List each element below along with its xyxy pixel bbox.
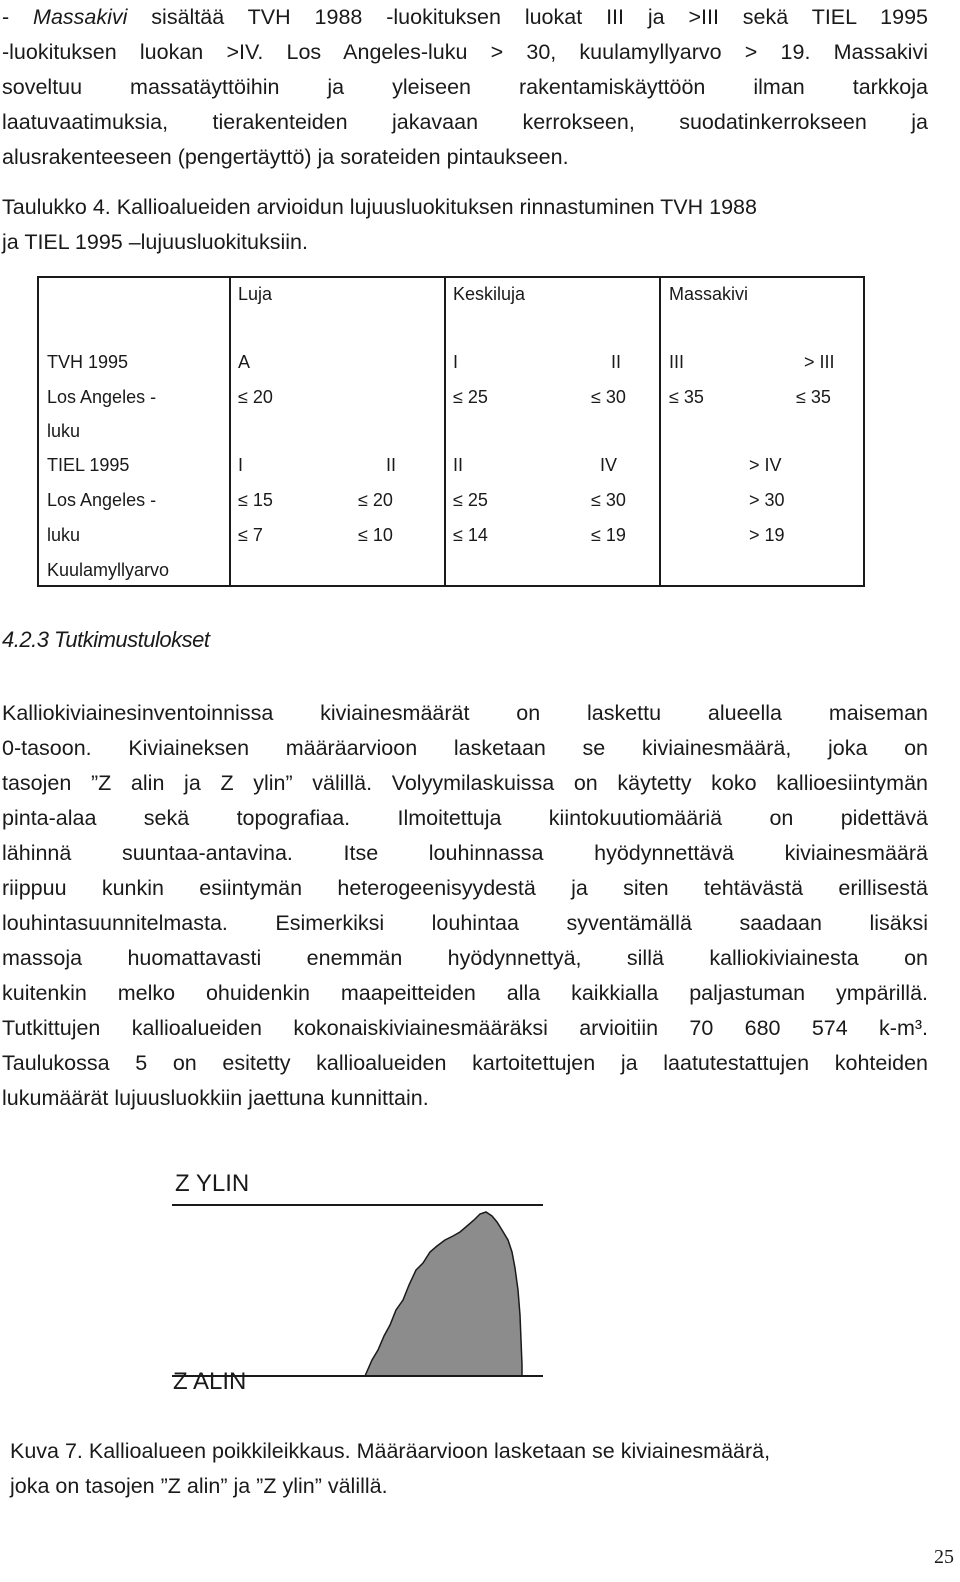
section-heading: 4.2.3 Tutkimustulokset (2, 627, 210, 652)
table-cell: > 30 (749, 490, 785, 510)
table-caption (2, 190, 928, 260)
table-divider (659, 278, 661, 585)
table-caption-line: ja TIEL 1995 –lujuusluokituksiin. (2, 230, 308, 254)
table-cell: IV (600, 455, 618, 475)
rock-cross-section-figure (160, 1160, 560, 1420)
row-label: Kuulamyllyarvo (47, 560, 170, 580)
table-cell: > IV (749, 455, 782, 475)
rock-outcrop-shape (365, 1212, 522, 1376)
row-label: TVH 1995 (47, 352, 129, 372)
table-cell: ≤ 25 (453, 387, 488, 407)
table-cell: ≤ 20 (358, 490, 393, 510)
results-line: Kalliokiviainesinventoinnissa kiviainesmäärät on laskettu alueella maiseman (2, 701, 928, 725)
table-cell: ≤ 35 (796, 387, 831, 407)
figure-caption (10, 1434, 930, 1504)
table-cell: I (238, 455, 244, 475)
z-ylin-label: Z YLIN (175, 1170, 250, 1197)
table-cell: ≤ 10 (358, 525, 393, 545)
results-line: lukumäärät lujuusluokkiin jaettuna kunnittain. (2, 1086, 429, 1110)
row-label: Los Angeles - (47, 490, 157, 510)
table-cell: II (386, 455, 397, 475)
table-cell: II (453, 455, 464, 475)
results-line: louhintasuunnitelmasta. Esimerkiksi louhintaa syventämällä saadaan lisäksi (2, 911, 928, 935)
results-line: massoja huomattavasti enemmän hyödynnettyä, sillä kalliokiviainesta on (2, 946, 928, 970)
table-cell: I (453, 352, 459, 372)
table-cell: ≤ 20 (238, 387, 273, 407)
intro-line: - Massakivi sisältää TVH 1988 -luokituksen luokat III ja >III sekä TIEL 1995 (2, 5, 928, 29)
table-cell: ≤ 35 (669, 387, 704, 407)
table-cell: III (669, 352, 685, 372)
intro-line: alusrakenteeseen (pengertäyttö) ja sorateiden pintaukseen. (2, 145, 569, 169)
table-cell: II (611, 352, 622, 372)
table-cell: ≤ 30 (591, 387, 626, 407)
results-line: Tutkittujen kallioalueiden kokonaiskiviainesmääräksi arvioitiin 70 680 574 k-m³. (2, 1016, 928, 1040)
row-label: TIEL 1995 (47, 455, 130, 475)
table-cell: ≤ 25 (453, 490, 488, 510)
results-paragraph (2, 696, 928, 1116)
table-cell: > 19 (749, 525, 785, 545)
intro-line: -luokituksen luokan >IV. Los Angeles-luku > 30, kuulamyllyarvo > 19. Massakivi (2, 40, 928, 64)
results-line: pinta-alaa sekä topografiaa. Ilmoitettuja kiintokuutiomääriä on pidettävä (2, 806, 928, 830)
results-line: tasojen ”Z alin ja Z ylin” välillä. Volyymilaskuissa on käytetty koko kallioesiintymän (2, 771, 928, 795)
massakivi-term: Massakivi (33, 5, 128, 29)
intro-paragraph (2, 0, 928, 175)
table-divider (444, 278, 446, 585)
row-label: luku (47, 525, 81, 545)
results-line: lähinnä suuntaa-antavina. Itse louhinnassa hyödynnettävä kiviainesmäärä (2, 841, 928, 865)
results-line: 0-tasoon. Kiviaineksen määräarvioon lasketaan se kiviainesmäärä, joka on (2, 736, 928, 760)
header-luja: Luja (238, 284, 273, 304)
table-cell: ≤ 15 (238, 490, 273, 510)
results-line: Taulukossa 5 on esitetty kallioalueiden kartoitettujen ja laatutestattujen kohteiden (2, 1051, 928, 1075)
header-massakivi: Massakivi (669, 284, 749, 304)
table-cell: > III (804, 352, 835, 372)
results-line: kuitenkin melko ohuidenkin maapeitteiden alla kaikkialla paljastuman ympärillä. (2, 981, 928, 1005)
results-line: riippuu kunkin esiintymän heterogeenisyydestä ja siten tehtävästä erillisestä (2, 876, 928, 900)
row-label: luku (47, 421, 81, 441)
row-label: Los Angeles - (47, 387, 157, 407)
table-cell: ≤ 19 (591, 525, 626, 545)
table-cell: ≤ 30 (591, 490, 626, 510)
table-cell: A (238, 352, 251, 372)
intro-line: soveltuu massatäyttöihin ja yleiseen rakentamiskäyttöön ilman tarkkoja (2, 75, 928, 99)
figure-caption-line: joka on tasojen ”Z alin” ja ”Z ylin” välillä. (10, 1474, 388, 1498)
table-divider (229, 278, 231, 585)
table-cell: ≤ 7 (238, 525, 263, 545)
header-keskiluja: Keskiluja (453, 284, 526, 304)
classification-table (37, 276, 865, 587)
z-alin-label: Z ALIN (173, 1368, 247, 1395)
table-caption-line: Taulukko 4. Kallioalueiden arvioidun lujuusluokituksen rinnastuminen TVH 1988 (2, 195, 757, 219)
page-number: 25 (934, 1546, 954, 1568)
intro-line: laatuvaatimuksia, tierakenteiden jakavaan kerrokseen, suodatinkerrokseen ja (2, 110, 928, 134)
figure-caption-line: Kuva 7. Kallioalueen poikkileikkaus. Määräarvioon lasketaan se kiviainesmäärä, (10, 1439, 771, 1463)
table-cell: ≤ 14 (453, 525, 488, 545)
